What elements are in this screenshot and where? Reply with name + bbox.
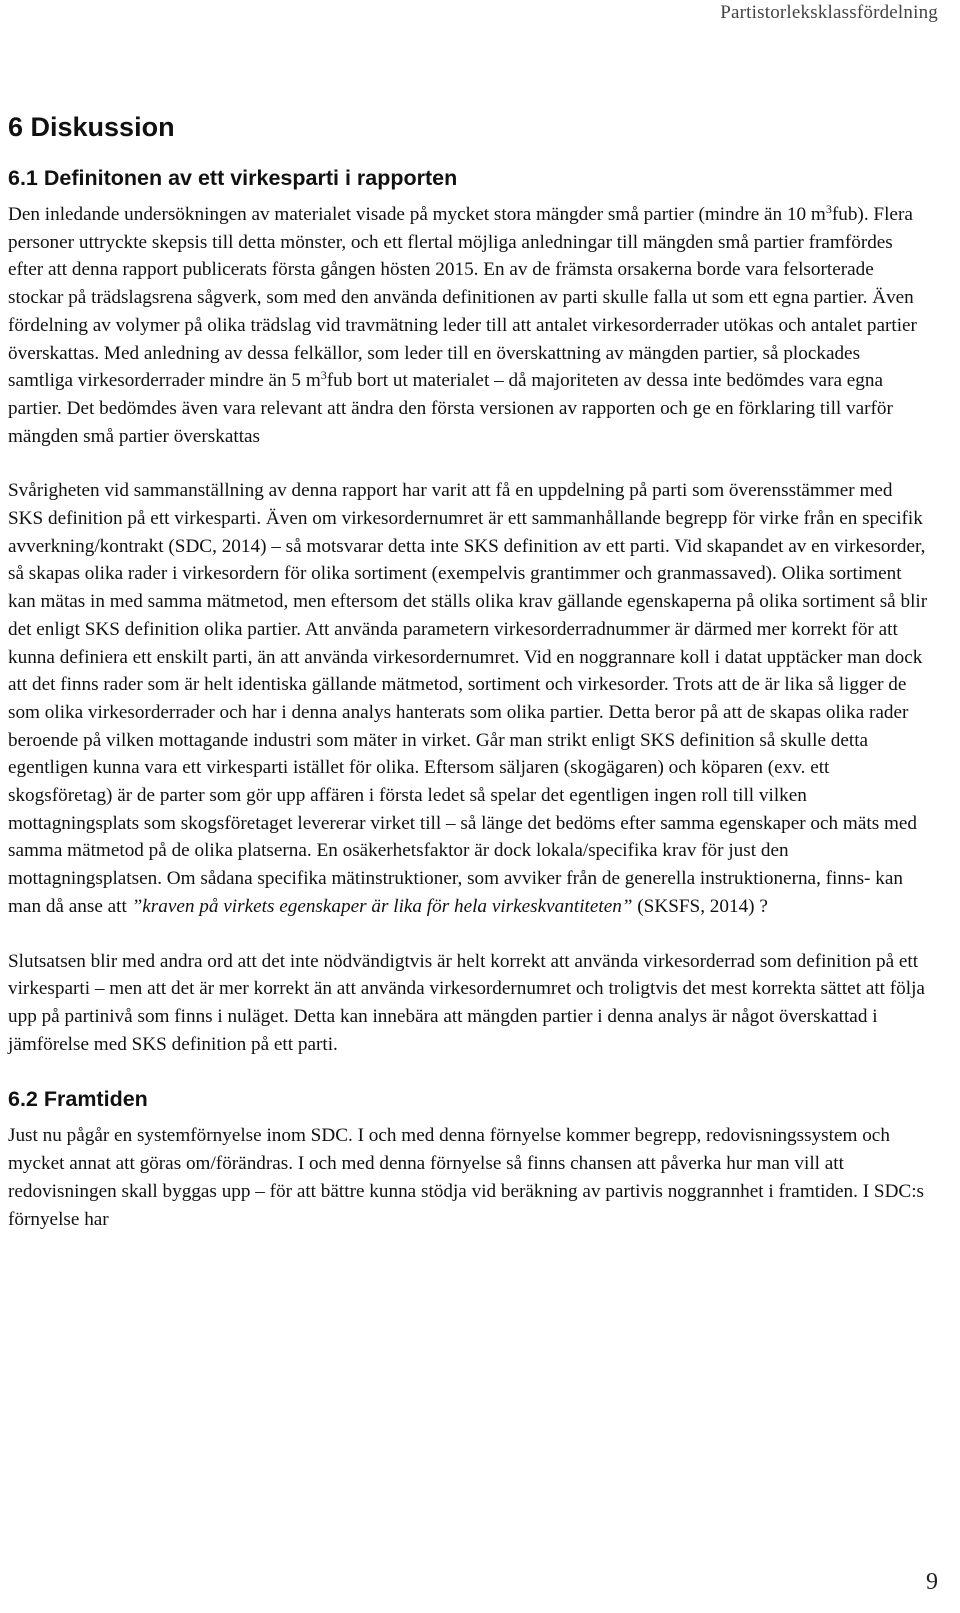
superscript: 3 xyxy=(825,202,832,216)
page-number: 9 xyxy=(926,1569,938,1595)
section-heading-6: 6 Diskussion xyxy=(8,112,175,142)
italic-quote: ”kraven på virkets egenskaper är lika för hela virkeskvantiteten” xyxy=(131,895,633,917)
page-content xyxy=(8,110,928,1260)
text-run: Den inledande undersökningen av materialet visade på mycket stora mängder små partier (mindre än 10 m xyxy=(8,204,826,225)
paragraph-6-2-1: Just nu pågår en systemförnyelse inom SDC. I och med denna förnyelse kommer begrepp, redovisningssystem och mycket annat att göras om/förändras. I och med denna förnyelse så finns chansen att påverka hur man vill att redovisningen skall byggas upp – för att bättre kunna stödja vid beräkning av partivis noggrannhet i framtiden. I SDC:s förnyelse har xyxy=(8,1125,925,1230)
section-heading-6-1: 6.1 Definitonen av ett virkesparti i rapporten xyxy=(8,166,458,190)
text-run: fub). Flera personer uttryckte skepsis till detta mönster, och ett flertal möjliga anledningar till mängden små partier framfördes efter att denna rapport publicerats första gången hösten 2015. En av de främsta orsakerna borde vara felsorterade stockar på trädslagsrena sågverk, som med den använda definitionen av parti skulle falla ut som ett egna partier. Även fördelning av volymer på olika trädslag vid travmätning leder till att antalet virkesorderrader utökas och antalet partier överskattas. Med anledning av dessa felkällor, som leder till en överskattning av mängden partier, så plockades samtliga virkesorderrader mindre än 5 m xyxy=(8,204,917,392)
paragraph-6-1-3: Slutsatsen blir med andra ord att det inte nödvändigtvis är helt korrekt att använda virkesorderrad som definition på ett virkesparti – men att det är mer korrekt än att använda virkesordernumret och troligtvis det mest korrekta sättet att följa upp på partinivå som finns i nuläget. Detta kan innebära att mängden partier i denna analys är något överskattad i jämförelse med SKS definition på ett parti. xyxy=(8,950,925,1055)
section-heading-6-2: 6.2 Framtiden xyxy=(8,1087,148,1112)
text-run: (SKSFS, 2014) ? xyxy=(632,895,768,917)
text-run: fub bort ut materialet – då majoriteten av dessa inte bedömdes vara egna partier. Det bedömdes även vara relevant att ändra den första versionen av rapporten och ge en förklaring till varför mängden små partier överskattas xyxy=(8,370,893,447)
superscript: 3 xyxy=(320,368,327,383)
paragraph-6-1-1 xyxy=(8,201,928,450)
text-run: Svårigheten vid sammanställning av denna rapport har varit att få en uppdelning på parti som överensstämmer med SKS definition på ett virkesparti. Även om virkesordernumret är ett sammanhållande begrepp för virke från en specifik avverkning/kontrakt (SDC, 2014) – så motsvarar detta inte SKS definition av ett parti. Vid skapandet av en virkesorder, så skapas olika rader i virkesordern för olika sortiment (exempelvis grantimmer och granmassaved). Olika sortiment kan mätas in med samma mätmetod, men eftersom det ställs olika krav gällande egenskaperna på olika sortiment så blir det enligt SKS definition olika partier. Att använda parametern virkesorderradnummer är därmed mer korrekt för att kunna definiera ett enskilt parti, än att använda virkesordernumret. Vid en noggrannare koll i datat upptäcker man dock att det finns rader som är helt identiska gällande mätmetod, sortiment och virkesorder. Trots att de är lika så ligger de som olika virkesorderrader och har i denna analys hanterats som olika partier. Detta beror på att de skapas olika rader beroende på vilken mottagande industri som mäter in virket. Går man strikt enligt SKS definition så skulle detta egentligen kunna vara ett virkesparti istället för olika. Eftersom säljaren (skogägaren) och köparen (exv. ett skogsföretag) är de parter som gör upp affären i första ledet så spelar det egentligen ingen roll till vilken mottagningsplats som skogsföretaget levererar virket till – så länge det bedöms efter samma egenskaper och mäts med samma mätmetod på de olika platserna. En osäkerhetsfaktor är dock lokala/specifika krav för just den mottagningsplatsen. Om sådana specifika mätinstruktioner, som avviker från de generella instruktionerna, finns- kan man då anse att xyxy=(8,480,928,917)
running-header: Partistorleksklassfördelning xyxy=(720,2,938,23)
paragraph-6-1-2 xyxy=(8,477,928,920)
